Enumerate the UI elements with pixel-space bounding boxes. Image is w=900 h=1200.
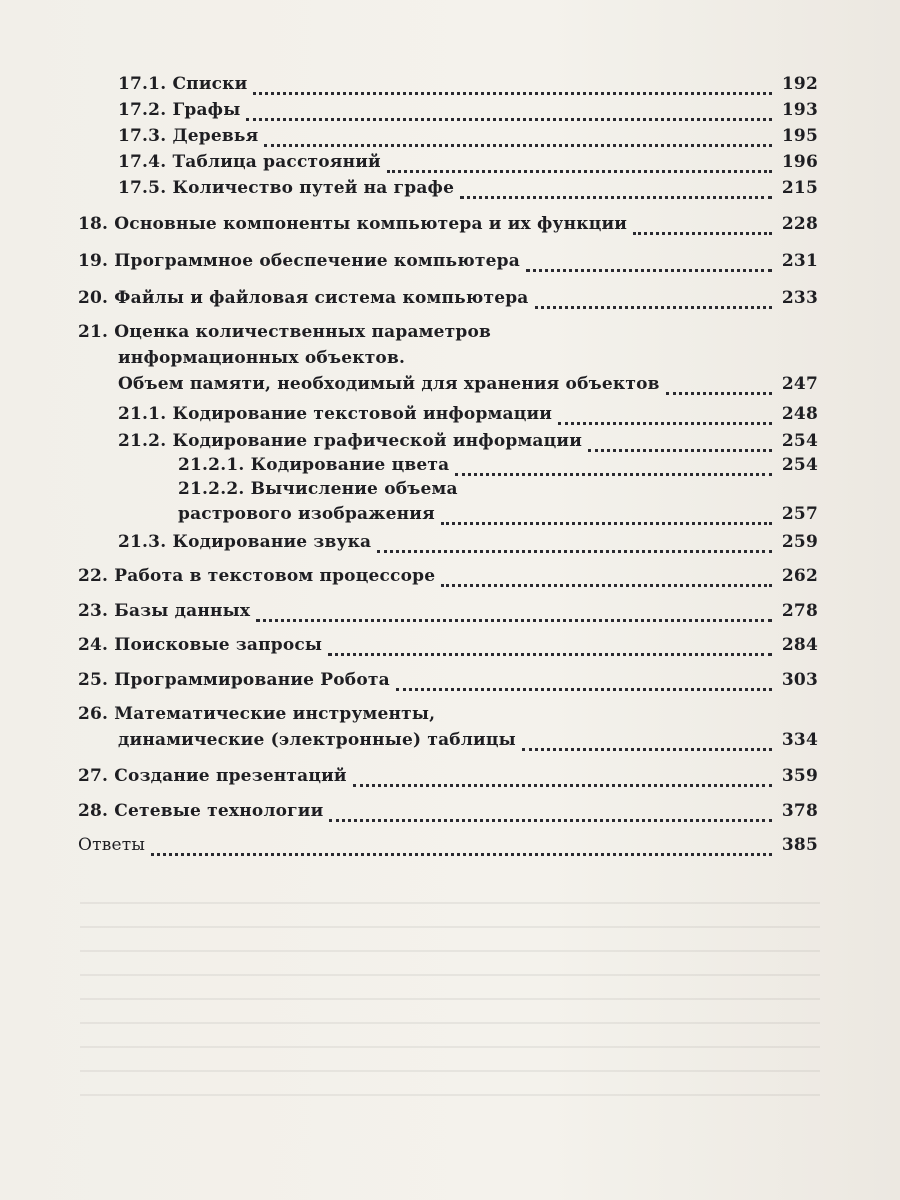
- page-number: 303: [781, 670, 818, 690]
- page-number: 334: [781, 730, 818, 750]
- entry-title: 27. Создание презентаций: [78, 766, 347, 786]
- entry-title: растрового изображения: [178, 504, 435, 524]
- dot-leader: [535, 290, 772, 309]
- entry-title: 21.2.1. Кодирование цвета: [178, 455, 450, 475]
- entry-title: динамические (электронные) таблицы: [118, 730, 516, 750]
- dot-leader: [666, 376, 772, 395]
- toc-entry-17-4: [78, 152, 818, 178]
- entry-title: Объем памяти, необходимый для хранения объектов: [118, 374, 660, 394]
- dot-leader: [377, 534, 772, 553]
- dot-leader: [588, 433, 772, 452]
- page-number: 192: [781, 74, 818, 94]
- dot-leader: [441, 568, 772, 587]
- page-number: 259: [781, 532, 818, 552]
- dot-leader: [151, 837, 772, 856]
- toc-entry-17-1: [78, 74, 818, 100]
- page-number: 193: [781, 100, 818, 120]
- page-number: 257: [781, 504, 818, 524]
- dot-leader: [526, 253, 772, 272]
- toc-entry-19: [78, 251, 818, 277]
- page-number: 228: [781, 214, 818, 234]
- toc-entry-answers: [78, 835, 818, 861]
- entry-title: 17.1. Списки: [118, 74, 248, 94]
- toc-entry-21-2-2-line1: 21.2.2. Вычисление объема: [178, 479, 458, 499]
- toc-entry-21-2-2: [78, 504, 818, 530]
- page-number: 385: [781, 835, 818, 855]
- bleed-through-texture: [80, 880, 820, 1100]
- dot-leader: [455, 457, 772, 476]
- page-number: 231: [781, 251, 818, 271]
- entry-title: 20. Файлы и файловая система компьютера: [78, 288, 529, 308]
- toc-entry-23: [78, 601, 818, 627]
- toc-entry-22: [78, 566, 818, 592]
- entry-title: 19. Программное обеспечение компьютера: [78, 251, 520, 271]
- dot-leader: [460, 180, 772, 199]
- toc-entry-17-5: [78, 178, 818, 204]
- dot-leader: [253, 76, 772, 95]
- toc-entry-17-2: [78, 100, 818, 126]
- entry-title: 28. Сетевые технологии: [78, 801, 324, 821]
- page-number: 359: [781, 766, 818, 786]
- entry-title: 23. Базы данных: [78, 601, 251, 621]
- toc-entry-17-3: [78, 126, 818, 152]
- entry-title: 25. Программирование Робота: [78, 670, 390, 690]
- entry-title: 17.3. Деревья: [118, 126, 259, 146]
- toc-entry-21-3: [78, 532, 818, 558]
- dot-leader: [353, 768, 772, 787]
- toc-entry-25: [78, 670, 818, 696]
- dot-leader: [387, 154, 772, 173]
- entry-title: 24. Поисковые запросы: [78, 635, 323, 655]
- toc-entry-20: [78, 288, 818, 314]
- page-number: 195: [781, 126, 818, 146]
- page-number: 262: [781, 566, 818, 586]
- toc-entry-21: [78, 374, 818, 400]
- page-number: 248: [781, 404, 818, 424]
- toc-entry-21-1: [78, 404, 818, 430]
- page-number: 233: [781, 288, 818, 308]
- page-number: 196: [781, 152, 818, 172]
- entry-title: 17.4. Таблица расстояний: [118, 152, 381, 172]
- entry-title: 21.3. Кодирование звука: [118, 532, 372, 552]
- dot-leader: [264, 128, 772, 147]
- toc-entry-26: [78, 730, 818, 756]
- dot-leader: [329, 803, 772, 822]
- toc-entry-27: [78, 766, 818, 792]
- entry-title: Ответы: [78, 835, 146, 855]
- page-number: 254: [781, 431, 818, 451]
- toc-entry-21-line1: 21. Оценка количественных параметров: [78, 322, 492, 342]
- toc-entry-18: [78, 214, 818, 240]
- page-number: 254: [781, 455, 818, 475]
- page-number: 284: [781, 635, 818, 655]
- dot-leader: [522, 732, 772, 751]
- dot-leader: [256, 603, 772, 622]
- entry-title: 21.2. Кодирование графической информации: [118, 431, 583, 451]
- dot-leader: [246, 102, 772, 121]
- toc-entry-26-line1: 26. Математические инструменты,: [78, 704, 436, 724]
- page-number: 247: [781, 374, 818, 394]
- page-number: 378: [781, 801, 818, 821]
- dot-leader: [328, 637, 772, 656]
- entry-title: 21.1. Кодирование текстовой информации: [118, 404, 553, 424]
- page-number: 215: [781, 178, 818, 198]
- toc-entry-21-2-1: [78, 455, 818, 481]
- dot-leader: [633, 216, 772, 235]
- toc-entry-28: [78, 801, 818, 827]
- toc-entry-21-line2: информационных объектов.: [118, 348, 406, 368]
- toc-entry-24: [78, 635, 818, 661]
- page-number: 278: [781, 601, 818, 621]
- entry-title: 22. Работа в текстовом процессоре: [78, 566, 436, 586]
- toc-entry-21-2: [78, 431, 818, 457]
- dot-leader: [441, 506, 772, 525]
- entry-title: 18. Основные компоненты компьютера и их функции: [78, 214, 628, 234]
- entry-title: 17.5. Количество путей на графе: [118, 178, 455, 198]
- dot-leader: [558, 406, 772, 425]
- entry-title: 17.2. Графы: [118, 100, 241, 120]
- dot-leader: [396, 672, 772, 691]
